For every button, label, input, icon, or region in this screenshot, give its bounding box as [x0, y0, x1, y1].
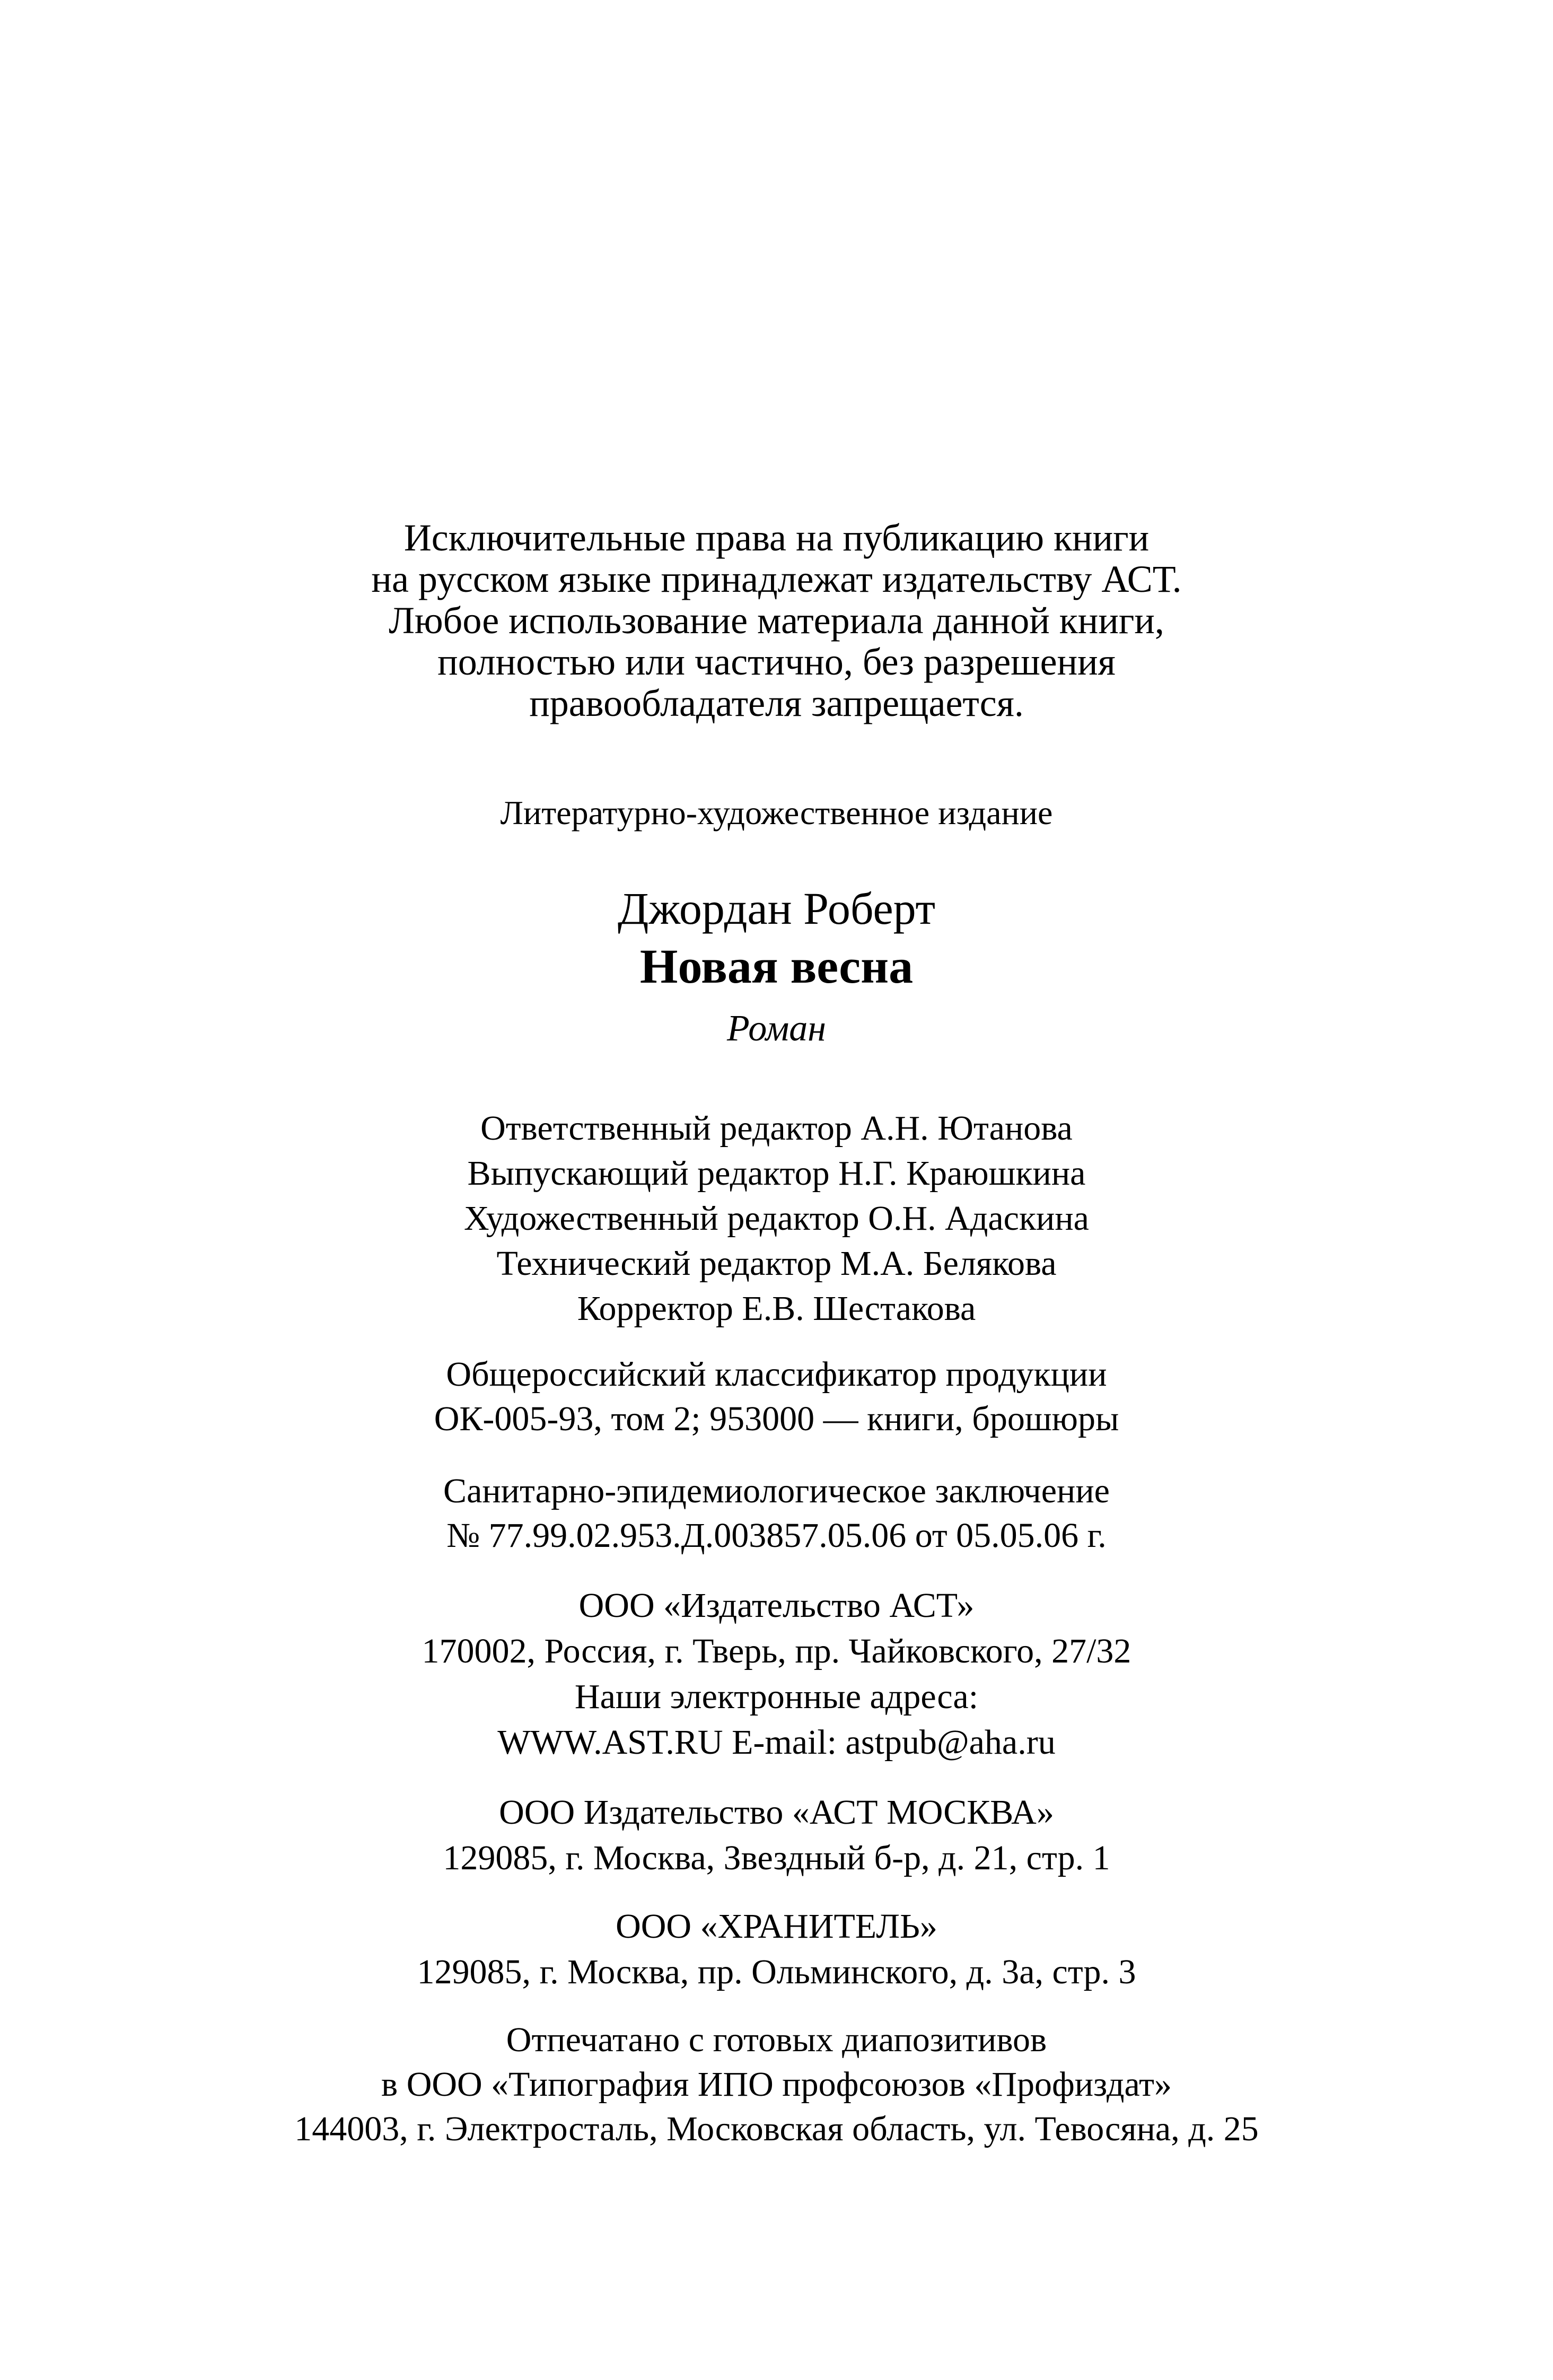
edition-type-text: Литературно-художественное издание — [500, 794, 1053, 832]
book-title-text: Новая весна — [639, 939, 914, 993]
editor-line: Выпускающий редактор Н.Г. Краюшкина — [467, 1154, 1086, 1193]
publisher-contacts: WWW.AST.RU E-mail: astpub@aha.ru — [497, 1723, 1056, 1762]
book-title — [0, 940, 1553, 993]
publisher-line: Наши электронные адреса: — [574, 1677, 979, 1716]
rights-notice-line: на русском языке принадлежат издательству АСТ. — [371, 558, 1182, 600]
genre-text: Роман — [727, 1008, 826, 1049]
rights-notice-line: правообладателя запрещается. — [529, 682, 1024, 724]
edition-type — [0, 794, 1553, 832]
rights-notice-line: Исключительные права на публикацию книги — [403, 517, 1150, 559]
sanitary-line: № 77.99.02.953.Д.003857.05.06 от 05.05.06 г. — [446, 1516, 1107, 1555]
rights-notice-line: полностью или частично, без разрешения — [437, 641, 1116, 683]
publisher-line: ООО Издательство «АСТ МОСКВА» — [499, 1793, 1054, 1832]
classifier-line: ОК-005-93, том 2; 953000 — книги, брошюры — [434, 1399, 1119, 1438]
printer-info — [0, 2018, 1553, 2151]
editor-line: Технический редактор М.А. Белякова — [496, 1244, 1057, 1283]
editor-line: Ответственный редактор А.Н. Ютанова — [480, 1109, 1073, 1148]
author-text: Джордан Роберт — [617, 883, 936, 934]
publisher-khranitel — [0, 1904, 1553, 1995]
author-name — [0, 883, 1553, 934]
printer-line: в ООО «Типография ИПО профсоюзов «Профиздат» — [381, 2065, 1172, 2104]
editor-line: Корректор Е.В. Шестакова — [577, 1289, 976, 1328]
publisher-line: 129085, г. Москва, Звездный б-р, д. 21, стр. 1 — [443, 1839, 1110, 1877]
publisher-ast-moskva — [0, 1790, 1553, 1881]
genre — [0, 1008, 1553, 1050]
classifier-line: Общероссийский классификатор продукции — [446, 1355, 1107, 1394]
sanitary-conclusion — [0, 1469, 1553, 1558]
publisher-line: 170002, Россия, г. Тверь, пр. Чайковского, 27/32 — [422, 1632, 1131, 1670]
printer-line: Отпечатано с готовых диапозитивов — [506, 2020, 1047, 2059]
product-classifier — [0, 1352, 1553, 1441]
printer-line: 144003, г. Электросталь, Московская область, ул. Тевосяна, д. 25 — [294, 2110, 1259, 2148]
publisher-line: 129085, г. Москва, пр. Ольминского, д. 3а, стр. 3 — [417, 1953, 1136, 1991]
rights-notice-line: Любое использование материала данной книги, — [389, 599, 1164, 642]
sanitary-line: Санитарно-эпидемиологическое заключение — [443, 1472, 1110, 1510]
publisher-line: ООО «ХРАНИТЕЛЬ» — [616, 1907, 937, 1946]
rights-notice — [0, 517, 1553, 724]
publisher-ast — [0, 1583, 1553, 1765]
publisher-line: ООО «Издательство АСТ» — [578, 1586, 975, 1625]
editor-line: Художественный редактор О.Н. Адаскина — [464, 1199, 1089, 1238]
editors-list — [0, 1106, 1553, 1331]
